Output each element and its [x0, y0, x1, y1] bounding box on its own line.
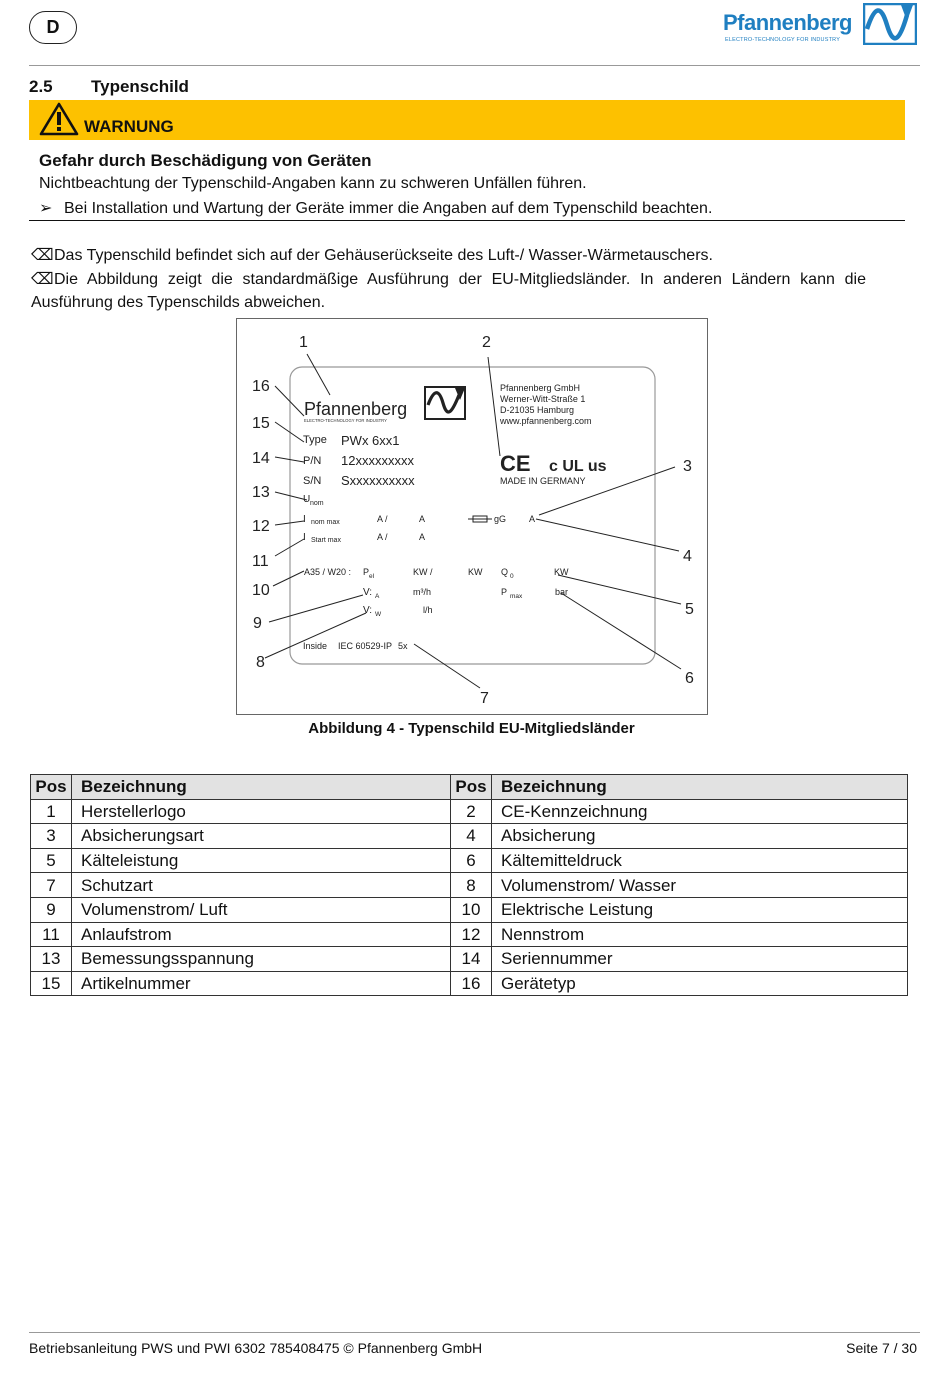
- callout-2: 2: [482, 334, 491, 351]
- designation-cell: Elektrische Leistung: [492, 897, 908, 922]
- kw2: KW: [468, 567, 483, 577]
- designation-cell: Volumenstrom/ Wasser: [492, 873, 908, 898]
- pos-cell: 16: [451, 971, 492, 996]
- callout-6: 6: [685, 670, 694, 687]
- pmax-sub: max: [510, 593, 523, 600]
- figure-caption: Abbildung 4 - Typenschild EU-Mitgliedsländer: [308, 720, 635, 737]
- iec-x: 5x: [398, 641, 408, 651]
- language-badge: D: [29, 11, 77, 44]
- inom-sub: nom max: [311, 519, 340, 526]
- plate-address-line: Werner-Witt-Straße 1: [500, 394, 586, 404]
- designation-cell: Absicherung: [492, 824, 908, 849]
- kw1: KW /: [413, 567, 433, 577]
- pos-cell: 10: [451, 897, 492, 922]
- pos-cell: 15: [31, 971, 72, 996]
- pn-label: P/N: [303, 455, 322, 467]
- callout-3: 3: [683, 458, 692, 475]
- pos-cell: 5: [31, 848, 72, 873]
- warning-banner: [29, 100, 905, 140]
- warning-text: Nichtbeachtung der Typenschild-Angaben kann zu schweren Unfällen führen.: [39, 175, 587, 192]
- pn-value: 12xxxxxxxxx: [341, 453, 414, 468]
- plate-logo-icon: [425, 387, 465, 419]
- warning-rule: [29, 220, 905, 221]
- fuse-gg: gG: [494, 514, 507, 524]
- plate-address-line: www.pfannenberg.com: [500, 416, 592, 426]
- note-item: [31, 268, 866, 314]
- designation-cell: Schutzart: [72, 873, 451, 898]
- fuse-a: A: [529, 514, 536, 524]
- table-row: [31, 799, 908, 824]
- callout-15: 15: [252, 415, 270, 432]
- a35-label: A35 / W20 :: [304, 567, 352, 577]
- ul-mark: c UL us: [549, 458, 607, 475]
- table-row: [31, 824, 908, 849]
- designation-cell: Kältemitteldruck: [492, 848, 908, 873]
- warning-triangle-icon: [39, 102, 79, 136]
- warning-bullet-text: Bei Installation und Wartung der Geräte immer die Angaben auf dem Typenschild beachten.: [64, 200, 713, 217]
- warning-label: WARNUNG: [84, 117, 174, 136]
- pos-cell: 9: [31, 897, 72, 922]
- designation-cell: Herstellerlogo: [72, 799, 451, 824]
- designation-cell: Artikelnummer: [72, 971, 451, 996]
- designation-cell: CE-Kennzeichnung: [492, 799, 908, 824]
- pel-label: P: [363, 567, 370, 577]
- sn-label: S/N: [303, 475, 322, 487]
- callout-5: 5: [685, 601, 694, 618]
- footer-document-info: Betriebsanleitung PWS und PWI 6302 785408475 © Pfannenberg GmbH: [29, 1340, 483, 1356]
- note-text: Das Typenschild befindet sich auf der Gehäuserückseite des Luft-/ Wasser-Wärmetauschers.: [54, 247, 713, 264]
- callout-8: 8: [256, 654, 265, 671]
- note-icon: ⌫: [31, 247, 54, 264]
- va-label: V:: [363, 587, 373, 598]
- plate-address-line: Pfannenberg GmbH: [500, 383, 581, 393]
- istart-a2: A: [419, 532, 426, 542]
- col-header: Pos: [31, 775, 72, 800]
- designation-cell: Volumenstrom/ Luft: [72, 897, 451, 922]
- pel-sub: el: [369, 573, 375, 580]
- warning-heading: Gefahr durch Beschädigung von Geräten: [39, 151, 372, 170]
- rating-plate-drawing: [237, 319, 707, 714]
- plate-address-line: D-21035 Hamburg: [500, 405, 575, 415]
- istart-a1: A /: [377, 532, 388, 542]
- position-table: [30, 774, 908, 996]
- callout-7: 7: [480, 690, 489, 707]
- designation-cell: Seriennummer: [492, 947, 908, 972]
- q0-sub: 0: [510, 573, 514, 580]
- table-row: [31, 922, 908, 947]
- table-row: [31, 897, 908, 922]
- type-label: Type: [303, 434, 327, 446]
- pos-cell: 6: [451, 848, 492, 873]
- header-rule: [29, 65, 920, 66]
- bullet-arrow-icon: ➢: [39, 200, 53, 217]
- vw-sub: W: [375, 611, 382, 618]
- note-icon: ⌫: [31, 271, 54, 288]
- col-header: Pos: [451, 775, 492, 800]
- callout-12: 12: [252, 518, 270, 535]
- section-heading: [29, 77, 189, 97]
- designation-cell: Absicherungsart: [72, 824, 451, 849]
- made-in: MADE IN GERMANY: [500, 476, 586, 486]
- logo-tagline: ELECTRO-TECHNOLOGY FOR INDUSTRY: [725, 37, 841, 43]
- pos-cell: 2: [451, 799, 492, 824]
- pos-cell: 7: [31, 873, 72, 898]
- pos-cell: 4: [451, 824, 492, 849]
- callout-1: 1: [299, 334, 308, 351]
- kw3: KW: [554, 567, 569, 577]
- pos-cell: 14: [451, 947, 492, 972]
- callout-10: 10: [252, 582, 270, 599]
- table-row: [31, 947, 908, 972]
- plate-brand: Pfannenberg: [304, 399, 408, 419]
- ce-mark: CE: [500, 451, 531, 476]
- designation-cell: Anlaufstrom: [72, 922, 451, 947]
- unom-label: U: [303, 494, 311, 505]
- rating-plate-figure: [236, 318, 708, 715]
- fuse-icon: [468, 516, 492, 522]
- plate-brand-tagline: ELECTRO-TECHNOLOGY FOR INDUSTRY: [304, 418, 387, 423]
- callout-16: 16: [252, 378, 270, 395]
- footer-page-number: Seite 7 / 30: [846, 1340, 917, 1356]
- note-text: Die Abbildung zeigt die standardmäßige Ausführung der EU-Mitgliedsländer. In anderen Ländern kann die Ausführung des Typenschilds abweichen.: [31, 271, 866, 311]
- inside-label: Inside: [303, 641, 328, 651]
- callout-13: 13: [252, 484, 270, 501]
- q0-label: Q: [501, 567, 509, 577]
- company-logo: [723, 3, 918, 47]
- warning-bullet: [39, 198, 712, 218]
- sn-value: Sxxxxxxxxxx: [341, 473, 415, 488]
- designation-cell: Kälteleistung: [72, 848, 451, 873]
- table-row: [31, 848, 908, 873]
- istart-sub: Start max: [311, 537, 341, 544]
- footer-rule: [29, 1332, 920, 1333]
- pmax-label: P: [501, 587, 508, 597]
- inom-label: I: [303, 514, 306, 525]
- inom-a1: A /: [377, 514, 388, 524]
- unom-sub: nom: [310, 500, 324, 507]
- logo-name: Pfannenberg: [723, 10, 852, 35]
- pos-cell: 8: [451, 873, 492, 898]
- m3h-unit: m³/h: [413, 587, 431, 597]
- logo-wave-icon: [863, 3, 917, 45]
- type-value: PWx 6xx1: [341, 433, 400, 448]
- section-number: 2.5: [29, 77, 53, 96]
- vw-label: V:: [363, 605, 373, 616]
- pos-cell: 1: [31, 799, 72, 824]
- pos-cell: 3: [31, 824, 72, 849]
- designation-cell: Gerätetyp: [492, 971, 908, 996]
- section-title: Typenschild: [91, 77, 189, 96]
- pos-cell: 13: [31, 947, 72, 972]
- callout-11: 11: [252, 553, 269, 570]
- table-row: [31, 971, 908, 996]
- callout-14: 14: [252, 450, 270, 467]
- callout-4: 4: [683, 548, 692, 565]
- designation-cell: Nennstrom: [492, 922, 908, 947]
- va-sub: A: [375, 593, 380, 600]
- inom-a2: A: [419, 514, 426, 524]
- istart-label: I: [303, 532, 306, 543]
- pos-cell: 12: [451, 922, 492, 947]
- callout-9: 9: [253, 615, 262, 632]
- table-row: [31, 873, 908, 898]
- lh-unit: l/h: [423, 605, 433, 615]
- table-header-row: [31, 775, 908, 800]
- pos-cell: 11: [31, 922, 72, 947]
- iec-label: IEC 60529-IP: [338, 641, 393, 651]
- designation-cell: Bemessungsspannung: [72, 947, 451, 972]
- col-header: Bezeichnung: [72, 775, 451, 800]
- bar-unit: bar: [555, 587, 569, 597]
- note-item: [31, 245, 866, 265]
- col-header: Bezeichnung: [492, 775, 908, 800]
